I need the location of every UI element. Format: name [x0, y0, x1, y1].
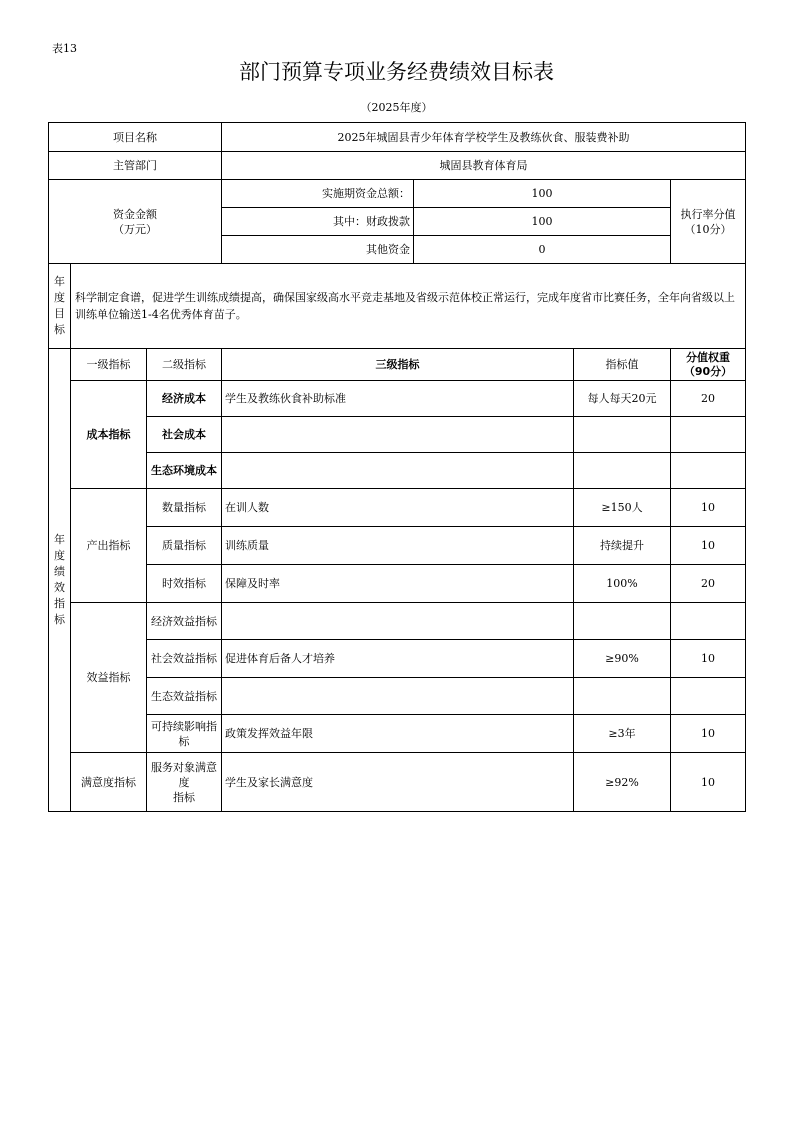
annual-goal-label: 年度目标 [49, 264, 71, 349]
table-row [49, 565, 746, 603]
value-cell [574, 678, 671, 715]
level2-cell [147, 753, 222, 812]
weight-cell: 10 [671, 753, 746, 812]
weight-cell [671, 603, 746, 640]
value-cell [574, 603, 671, 640]
weight-header-line2: （90分） [683, 364, 733, 378]
project-name-row [49, 123, 746, 152]
value-cell: ≥92% [574, 753, 671, 812]
funds-fiscal-label: 其中：财政拨款 [222, 208, 414, 236]
weight-cell [671, 678, 746, 715]
table-row [49, 603, 746, 640]
table-row [49, 453, 746, 489]
funds-label-line2: （万元） [113, 222, 157, 236]
table-row [49, 678, 746, 715]
weight-cell: 20 [671, 565, 746, 603]
level3-cell: 政策发挥效益年限 [222, 715, 574, 753]
table-row [49, 527, 746, 565]
annual-goal-row [49, 264, 746, 349]
department-row [49, 152, 746, 180]
weight-cell: 10 [671, 640, 746, 678]
weight-cell [671, 453, 746, 489]
level3-cell: 促进体育后备人才培养 [222, 640, 574, 678]
weight-header-line1: 分值权重 [686, 350, 730, 364]
annual-goal-text: 科学制定食谱，促进学生训练成绩提高，确保国家级高水平竞走基地及省级示范体校正常运行，完成年度省市比赛任务，全年向省级以上训练单位输送1-4名优秀体育苗子。 [71, 264, 746, 349]
level3-cell: 学生及教练伙食补助标准 [222, 381, 574, 417]
value-cell: 每人每天20元 [574, 381, 671, 417]
level2-cell: 质量指标 [147, 527, 222, 565]
value-cell [574, 417, 671, 453]
level2-cell: 生态环境成本 [147, 453, 222, 489]
project-name-value: 2025年城固县青少年体育学校学生及教练伙食、服装费补助 [222, 123, 746, 152]
weight-cell [671, 417, 746, 453]
level2-cell: 生态效益指标 [147, 678, 222, 715]
funds-total-row [49, 180, 746, 208]
weight-cell: 10 [671, 527, 746, 565]
level2-line1: 服务对象满意度 [151, 760, 217, 789]
execution-score [671, 180, 746, 264]
performance-target-table [48, 122, 746, 812]
level2-header: 二级指标 [147, 349, 222, 381]
value-header: 指标值 [574, 349, 671, 381]
level2-cell: 时效指标 [147, 565, 222, 603]
level2-cell: 经济成本 [147, 381, 222, 417]
level3-cell: 在训人数 [222, 489, 574, 527]
weight-cell: 20 [671, 381, 746, 417]
execution-score-line1: 执行率分值 [680, 207, 736, 221]
table-row [49, 640, 746, 678]
level1-header: 一级指标 [71, 349, 147, 381]
project-name-label: 项目名称 [49, 123, 222, 152]
value-cell: ≥150人 [574, 489, 671, 527]
level3-cell: 保障及时率 [222, 565, 574, 603]
weight-header [671, 349, 746, 381]
level2-cell: 数量指标 [147, 489, 222, 527]
funds-other-label: 其他资金 [222, 236, 414, 264]
table-row [49, 753, 746, 812]
weight-cell: 10 [671, 715, 746, 753]
department-label: 主管部门 [49, 152, 222, 180]
execution-score-line2: （10分） [684, 222, 732, 236]
value-cell: 持续提升 [574, 527, 671, 565]
department-value: 城固县教育体育局 [222, 152, 746, 180]
level2-cell: 社会成本 [147, 417, 222, 453]
level3-header: 三级指标 [222, 349, 574, 381]
budget-year: （2025年度） [360, 101, 433, 114]
value-cell: ≥3年 [574, 715, 671, 753]
weight-cell: 10 [671, 489, 746, 527]
table-row [49, 715, 746, 753]
funds-total-label: 实施期资金总额： [222, 180, 414, 208]
table-row [49, 489, 746, 527]
level3-cell: 学生及家长满意度 [222, 753, 574, 812]
level2-line2: 指标 [173, 790, 195, 804]
funds-total-value: 100 [414, 180, 671, 208]
value-cell: ≥90% [574, 640, 671, 678]
table-number: 表13 [52, 42, 77, 55]
value-cell: 100% [574, 565, 671, 603]
performance-indicators-label: 年度绩效指标 [49, 349, 71, 812]
level3-cell [222, 603, 574, 640]
satisfaction-indicator-label: 满意度指标 [71, 753, 147, 812]
level2-cell: 可持续影响指标 [147, 715, 222, 753]
page-title: 部门预算专项业务经费绩效目标表 [239, 60, 554, 84]
level3-cell [222, 417, 574, 453]
level3-cell [222, 678, 574, 715]
value-cell [574, 453, 671, 489]
funds-label-line1: 资金金额 [113, 207, 157, 221]
funds-fiscal-value: 100 [414, 208, 671, 236]
funds-label [49, 180, 222, 264]
level3-cell: 训练质量 [222, 527, 574, 565]
level2-cell: 经济效益指标 [147, 603, 222, 640]
funds-other-value: 0 [414, 236, 671, 264]
cost-indicator-label: 成本指标 [71, 381, 147, 489]
level2-cell: 社会效益指标 [147, 640, 222, 678]
benefit-indicator-label: 效益指标 [71, 603, 147, 753]
indicator-header-row [49, 349, 746, 381]
level3-cell [222, 453, 574, 489]
output-indicator-label: 产出指标 [71, 489, 147, 603]
table-row [49, 381, 746, 417]
table-row [49, 417, 746, 453]
